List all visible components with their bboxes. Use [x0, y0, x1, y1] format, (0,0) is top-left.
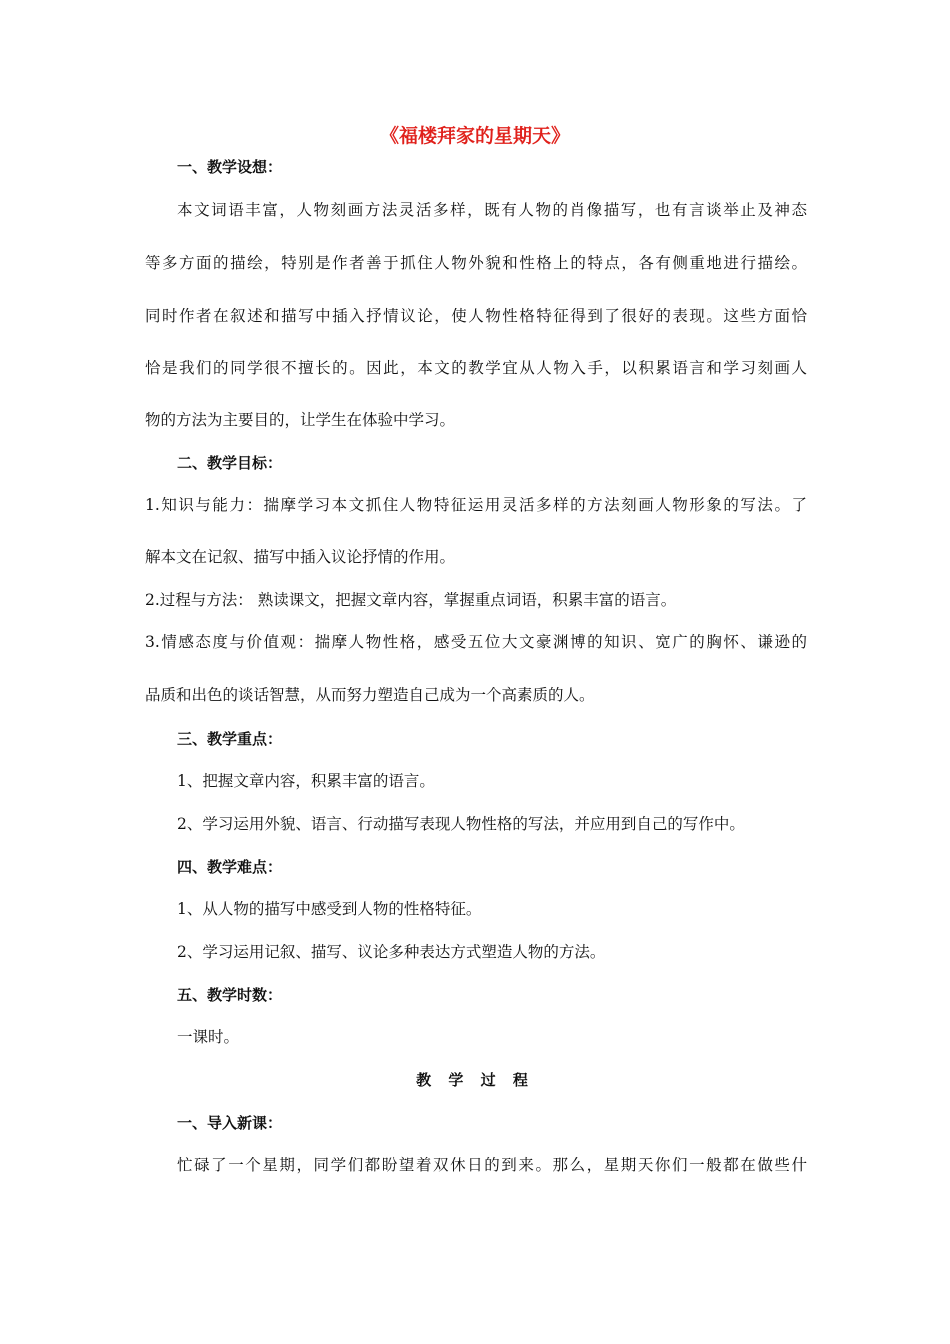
- section-heading-intro: 一、导入新课：: [177, 1114, 283, 1132]
- section-heading-hours: 五、教学时数：: [177, 986, 283, 1004]
- paragraph-line: 等多方面的描绘，特别是作者善于抓住人物外貌和性格上的特点，各有侧重地进行描绘。: [145, 254, 807, 272]
- paragraph-line: 1.知识与能力：揣摩学习本文抓住人物特征运用灵活多样的方法刻画人物形象的写法。了: [145, 496, 807, 514]
- paragraph-line: 物的方法为主要目的，让学生在体验中学习。: [145, 411, 456, 429]
- list-item: 1、把握文章内容，积累丰富的语言。: [177, 772, 435, 790]
- paragraph-line: 忙碌了一个星期，同学们都盼望着双休日的到来。那么，星期天你们一般都在做些什: [177, 1156, 807, 1174]
- list-item: 2、学习运用记叙、描写、议论多种表达方式塑造人物的方法。: [177, 943, 606, 961]
- list-item: 1、从人物的描写中感受到人物的性格特征。: [177, 900, 482, 918]
- section-heading-design: 一、教学设想：: [177, 158, 283, 176]
- paragraph-line: 同时作者在叙述和描写中插入抒情议论，使人物性格特征得到了很好的表现。这些方面恰: [145, 307, 807, 325]
- paragraph-line: 一课时。: [177, 1028, 240, 1046]
- paragraph-line: 品质和出色的谈话智慧，从而努力塑造自己成为一个高素质的人。: [145, 686, 595, 704]
- paragraph-line: 恰是我们的同学很不擅长的。因此，本文的教学宜从人物入手，以积累语言和学习刻画人: [145, 359, 807, 377]
- paragraph-line: 解本文在记叙、描写中插入议论抒情的作用。: [145, 548, 456, 566]
- document-title: 《福楼拜家的星期天》: [379, 125, 570, 147]
- process-heading: 教 学 过 程: [416, 1071, 534, 1089]
- section-heading-goals: 二、教学目标：: [177, 454, 283, 472]
- paragraph-line: 3.情感态度与价值观：揣摩人物性格，感受五位大文豪渊博的知识、宽广的胸怀、谦逊的: [145, 633, 807, 651]
- list-item: 2、学习运用外貌、语言、行动描写表现人物性格的写法，并应用到自己的写作中。: [177, 815, 745, 833]
- paragraph-line: 本文词语丰富，人物刻画方法灵活多样，既有人物的肖像描写，也有言谈举止及神态: [177, 201, 807, 219]
- section-heading-key: 三、教学重点：: [177, 730, 283, 748]
- section-heading-difficulty: 四、教学难点：: [177, 858, 283, 876]
- paragraph-line: 2.过程与方法： 熟读课文，把握文章内容，掌握重点词语，积累丰富的语言。: [145, 591, 677, 609]
